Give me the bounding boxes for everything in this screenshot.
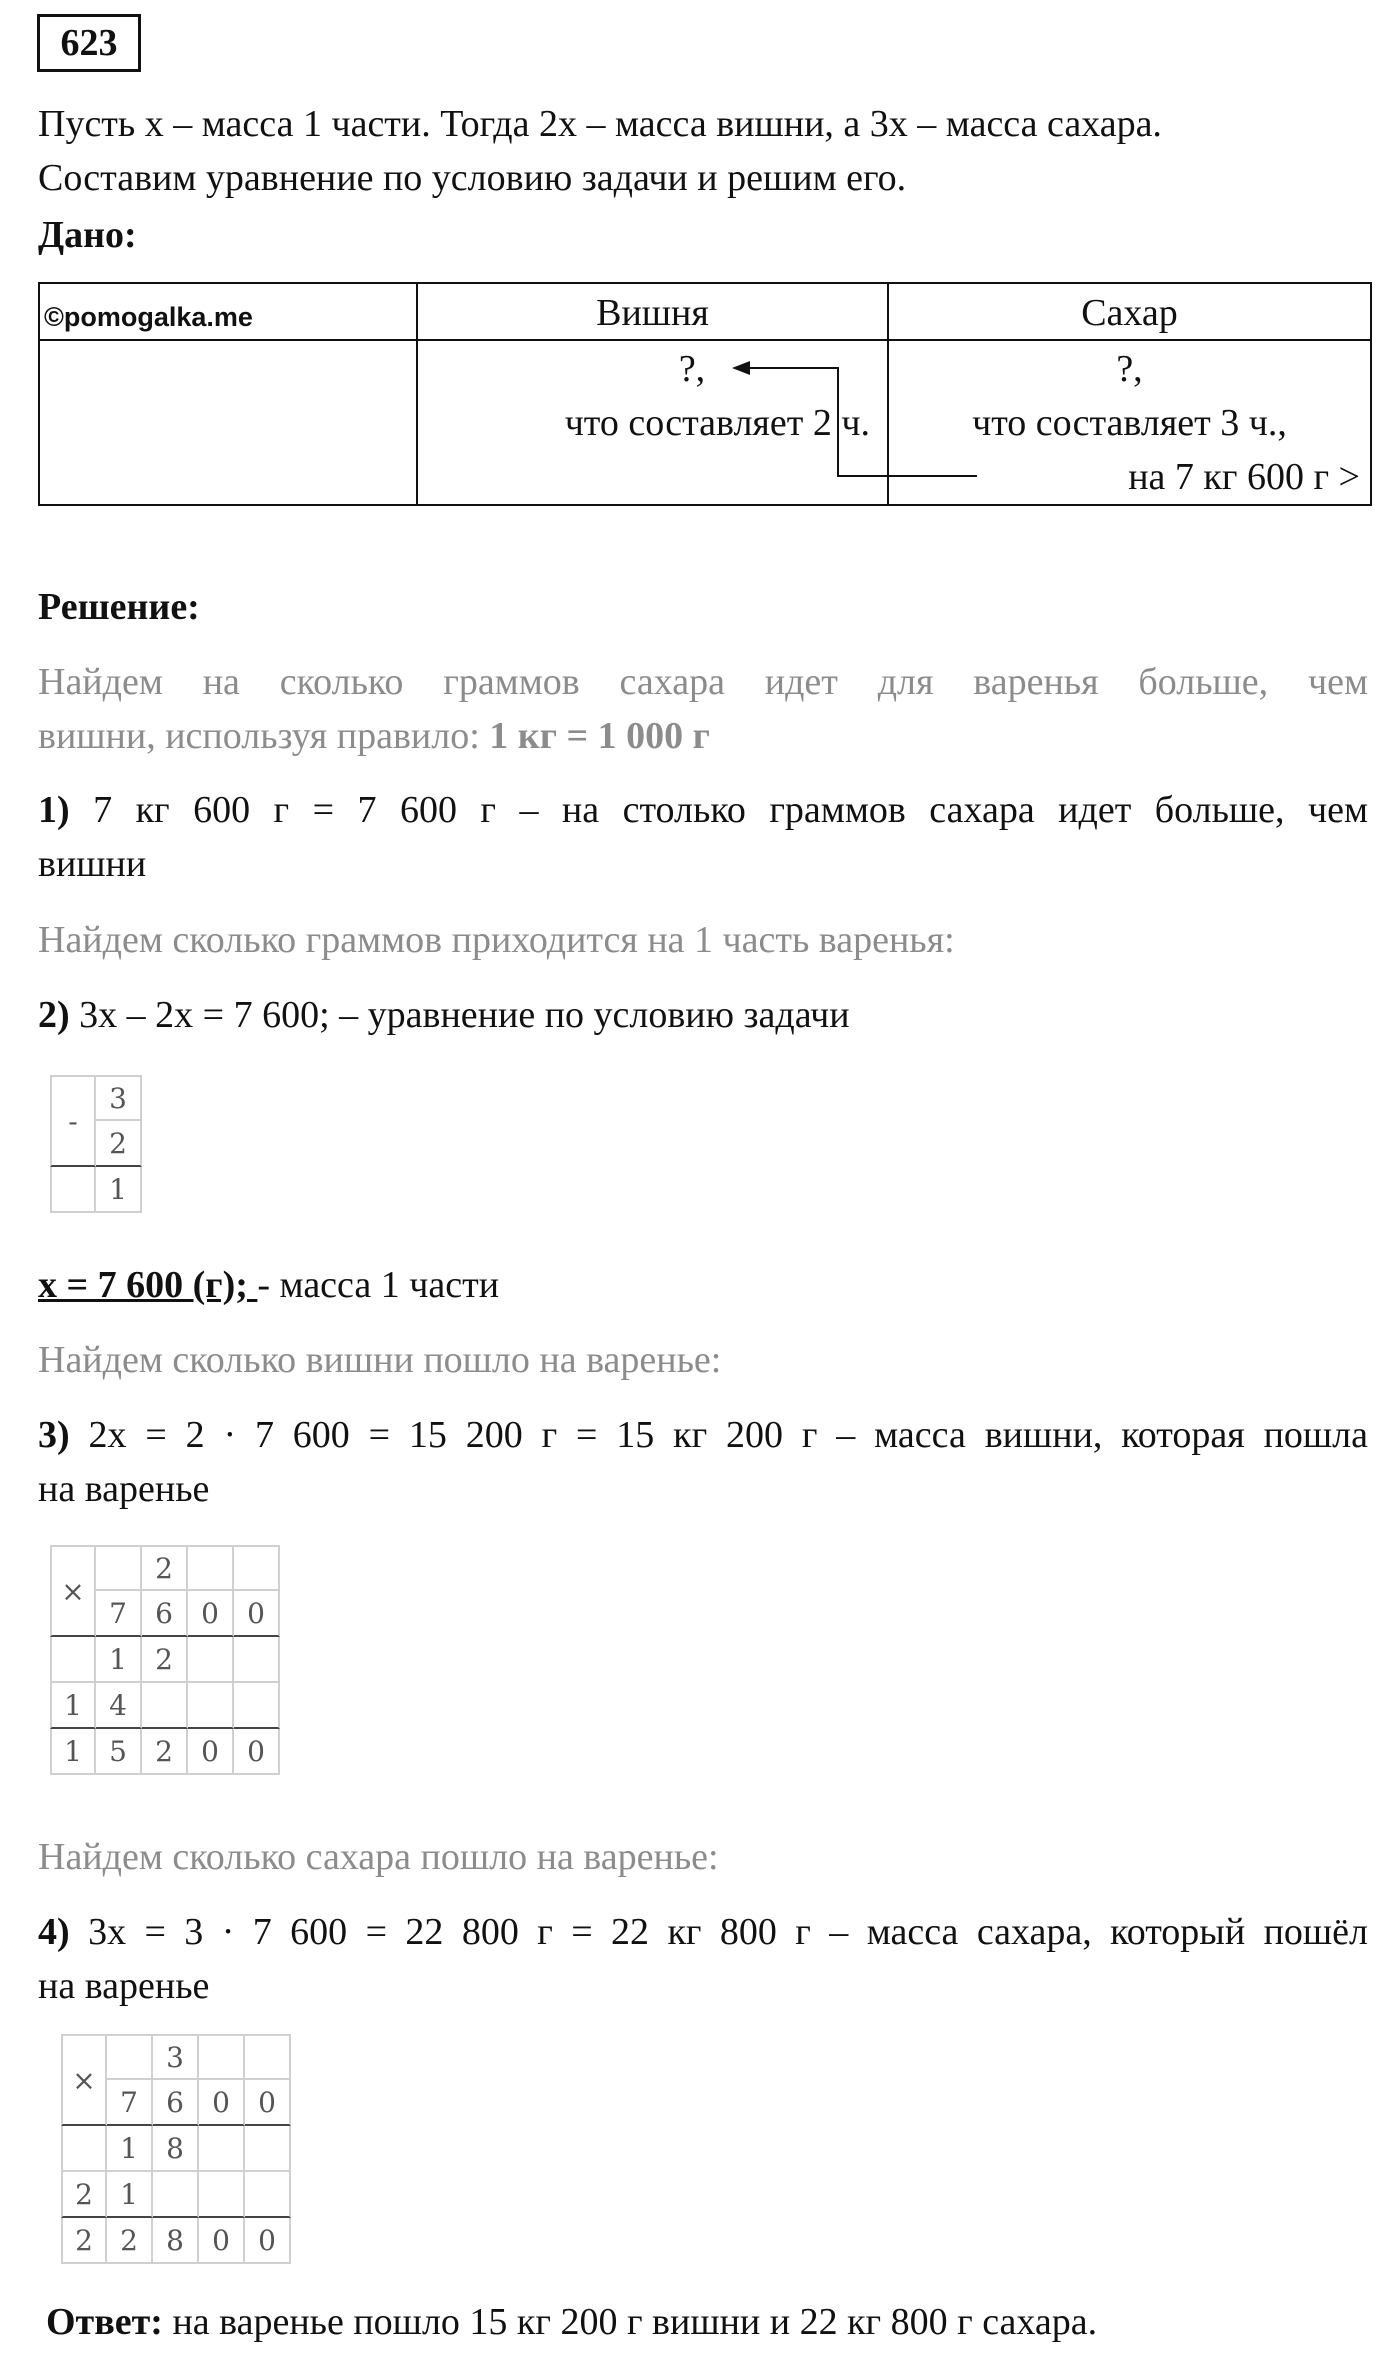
minus-sign: - [50, 1075, 96, 1167]
grid-cell [245, 2172, 291, 2218]
watermark: ©pomogalka.me [44, 302, 253, 332]
grid-cell [199, 2034, 245, 2080]
grid-cell: 2 [107, 2218, 153, 2264]
step-2-text: 3х – 2х = 7 600; – уравнение по условию задачи [79, 994, 850, 1036]
grid-cell: 1 [50, 1683, 96, 1729]
step-3-line-2: на варенье [38, 1468, 210, 1510]
grid-cell: 5 [96, 1729, 142, 1775]
answer-text: на варенье пошло 15 кг 200 г вишни и 22 кг 800 г сахара. [162, 2301, 1098, 2343]
hint-3: Найдем сколько вишни пошло на варенье: [38, 1339, 722, 1381]
grid-cell [142, 1683, 188, 1729]
cherry-line-2: что составляет 2 ч. [564, 402, 870, 444]
grid-cell: 7 [107, 2080, 153, 2126]
grid-cell [188, 1545, 234, 1591]
header-sugar: Сахар [1081, 292, 1178, 334]
cherry-line-1: ?, [678, 348, 706, 390]
multiplication-grid-cherry [50, 1545, 280, 1775]
step-4-line-1 [38, 1905, 1368, 1959]
grid-cell [61, 2126, 107, 2172]
times-sign: × [61, 2034, 107, 2126]
step-4-text: 3х = 3 · 7 600 = 22 800 г = 22 кг 800 г – масса сахара, который пошёл [88, 1911, 1368, 1953]
intro-line-1: Пусть х – масса 1 части. Тогда 2х – масса вишни, а 3х – масса сахара. [38, 103, 1162, 145]
step-1-number: 1) [38, 789, 70, 831]
grid-cell [234, 1637, 280, 1683]
grid-cell: 1 [96, 1637, 142, 1683]
step-1-line-1 [38, 783, 1368, 837]
grid-cell [245, 2126, 291, 2172]
grid-cell: 0 [234, 1729, 280, 1775]
grid-cell: 3 [153, 2034, 199, 2080]
grid-cell [107, 2034, 153, 2080]
grid-cell: 6 [153, 2080, 199, 2126]
hint-4: Найдем сколько сахара пошло на варенье: [38, 1836, 719, 1878]
step-3-number: 3) [38, 1414, 70, 1456]
given-table [38, 282, 1372, 506]
grid-cell [188, 1637, 234, 1683]
result-x-line [38, 1258, 499, 1312]
step-1-line-2: вишни [38, 843, 147, 885]
sugar-line-3: на 7 кг 600 г > [1128, 456, 1360, 498]
multiplication-grid-sugar [61, 2034, 291, 2264]
result-x: х = 7 600 (г); [38, 1264, 258, 1306]
grid-cell: 1 [107, 2172, 153, 2218]
grid-cell [234, 1683, 280, 1729]
grid-cell: 4 [96, 1683, 142, 1729]
grid-cell: 2 [142, 1729, 188, 1775]
comparison-arrow [40, 284, 1370, 504]
hint-2: Найдем сколько граммов приходится на 1 часть варенья: [38, 919, 955, 961]
grid-cell: 6 [142, 1591, 188, 1637]
grid-cell [50, 1637, 96, 1683]
grid-cell: 0 [199, 2218, 245, 2264]
step-4-line-2: на варенье [38, 1965, 210, 2007]
unit-rule: 1 кг = 1 000 г [489, 715, 710, 757]
result-x-desc: - масса 1 части [257, 1264, 500, 1306]
sugar-line-1: ?, [1116, 348, 1143, 390]
answer-label: Ответ: [46, 2301, 163, 2343]
grid-cell [188, 1683, 234, 1729]
subtraction-grid [50, 1075, 142, 1213]
grid-cell: 2 [61, 2172, 107, 2218]
grid-cell [50, 1167, 96, 1213]
grid-cell [199, 2172, 245, 2218]
grid-cell: 0 [245, 2218, 291, 2264]
step-2-number: 2) [38, 994, 70, 1036]
grid-cell: 1 [96, 1167, 142, 1213]
grid-cell: 0 [234, 1591, 280, 1637]
grid-cell: 8 [153, 2218, 199, 2264]
intro-line-2: Составим уравнение по условию задачи и решим его. [38, 157, 907, 199]
sugar-line-2: что составляет 3 ч., [972, 402, 1287, 444]
given-label: Дано: [38, 214, 137, 256]
grid-cell: 0 [245, 2080, 291, 2126]
hint-1-line-2 [38, 709, 1368, 763]
step-1-text: 7 кг 600 г = 7 600 г – на столько граммов сахара идет больше, чем [93, 789, 1369, 831]
answer-line [46, 2295, 1366, 2349]
grid-cell: 1 [107, 2126, 153, 2172]
grid-cell: 2 [61, 2218, 107, 2264]
grid-cell: 8 [153, 2126, 199, 2172]
step-3-line-1 [38, 1408, 1368, 1462]
grid-cell: 2 [96, 1121, 142, 1167]
grid-cell: 2 [142, 1637, 188, 1683]
grid-cell: 3 [96, 1075, 142, 1121]
grid-cell: 0 [188, 1729, 234, 1775]
grid-cell [234, 1545, 280, 1591]
grid-cell: 1 [50, 1729, 96, 1775]
grid-cell: 7 [96, 1591, 142, 1637]
task-number: 623 [37, 14, 141, 72]
step-4-number: 4) [38, 1911, 70, 1953]
hint-1-line-1: Найдем на сколько граммов сахара идет для варенья больше, чем [38, 661, 1368, 703]
grid-cell: 0 [199, 2080, 245, 2126]
grid-cell [153, 2172, 199, 2218]
times-sign: × [50, 1545, 96, 1637]
header-cherry: Вишня [596, 292, 709, 334]
hint-1-text: вишни, используя правило: [38, 715, 490, 757]
step-3-text: 2х = 2 · 7 600 = 15 200 г = 15 кг 200 г – масса вишни, которая пошла [88, 1414, 1369, 1456]
grid-cell [199, 2126, 245, 2172]
grid-cell [245, 2034, 291, 2080]
grid-cell: 2 [142, 1545, 188, 1591]
grid-cell: 0 [188, 1591, 234, 1637]
step-2 [38, 988, 1368, 1042]
grid-cell [96, 1545, 142, 1591]
solution-label: Решение: [38, 586, 200, 628]
